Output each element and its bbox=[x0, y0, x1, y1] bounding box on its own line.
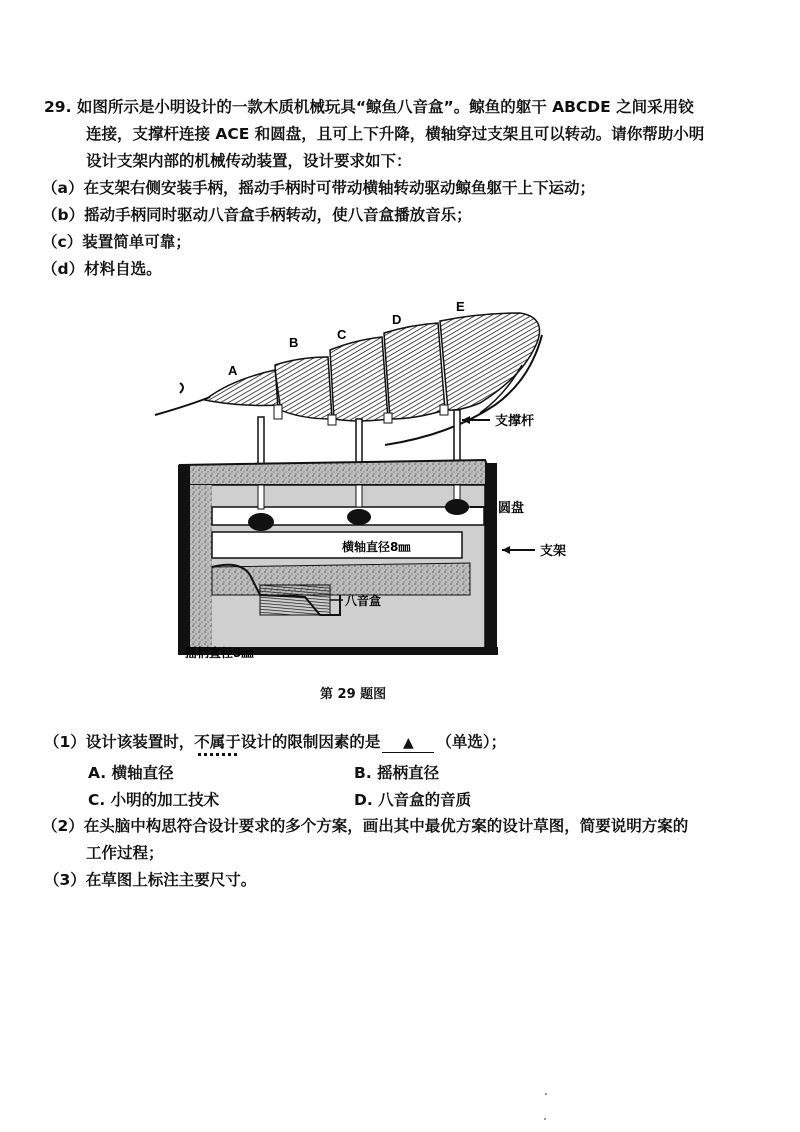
sub-question-2-line-1: （2）在头脑中构思符合设计要求的多个方案，画出其中最优方案的设计草图，简要说明方案的 bbox=[42, 817, 689, 835]
requirement-c: （c）装置简单可靠； bbox=[42, 233, 191, 251]
support-rod-label: 支撑杆 bbox=[495, 414, 535, 429]
label-e: E bbox=[456, 299, 465, 314]
whale-music-box-figure bbox=[150, 295, 600, 670]
requirement-a: （a）在支架右侧安装手柄，摇动手柄时可带动横轴转动驱动鲸鱼躯干上下运动； bbox=[42, 179, 595, 197]
music-box-label: 八音盒 bbox=[345, 594, 382, 608]
option-a[interactable]: A. 横轴直径 bbox=[88, 764, 174, 782]
sub-question-1 bbox=[44, 731, 506, 753]
scan-speck bbox=[544, 1118, 546, 1120]
scan-speck bbox=[545, 1093, 547, 1095]
requirement-b: （b）摇动手柄同时驱动八音盒手柄转动，使八音盒播放音乐； bbox=[42, 206, 472, 224]
label-a: A bbox=[228, 363, 238, 378]
sub1-suffix: （单选）； bbox=[436, 733, 507, 751]
option-d[interactable]: D. 八音盒的音质 bbox=[354, 791, 472, 809]
disc-label: 圆盘 bbox=[498, 501, 525, 516]
question-line-1: 29. 如图所示是小明设计的一款木质机械玩具“鲸鱼八音盒”。鲸鱼的躯干 ABCDE 之间采用铰 bbox=[44, 98, 694, 116]
figure-caption: 第 29 题图 bbox=[320, 687, 387, 702]
label-c: C bbox=[337, 327, 347, 342]
sub1-middle: 设计的限制因素的是 bbox=[240, 733, 381, 751]
handle-label: 摇柄直径5㎜ bbox=[185, 646, 254, 660]
question-line-3: 设计支架内部的机械传动装置，设计要求如下： bbox=[86, 152, 412, 170]
option-b[interactable]: B. 摇柄直径 bbox=[354, 764, 440, 782]
question-line-2: 连接，支撑杆连接 ACE 和圆盘，且可上下升降，横轴穿过支架且可以转动。请你帮助小明 bbox=[86, 125, 705, 143]
label-d: D bbox=[392, 312, 402, 327]
sub1-emphasis: 不属于 bbox=[194, 733, 241, 751]
option-c[interactable]: C. 小明的加工技术 bbox=[88, 791, 220, 809]
sub-question-3: （3）在草图上标注主要尺寸。 bbox=[44, 871, 257, 889]
frame-box bbox=[178, 460, 498, 655]
whale-body bbox=[155, 313, 542, 445]
label-b: B bbox=[289, 335, 299, 350]
shaft-label: 横轴直径8㎜ bbox=[342, 540, 411, 554]
answer-blank[interactable]: ▲ bbox=[382, 734, 434, 753]
requirement-d: （d）材料自选。 bbox=[42, 260, 162, 278]
sub-question-2-line-2: 工作过程； bbox=[86, 844, 164, 862]
sub1-prefix: （1）设计该装置时， bbox=[44, 733, 195, 751]
frame-label: 支架 bbox=[540, 544, 567, 559]
